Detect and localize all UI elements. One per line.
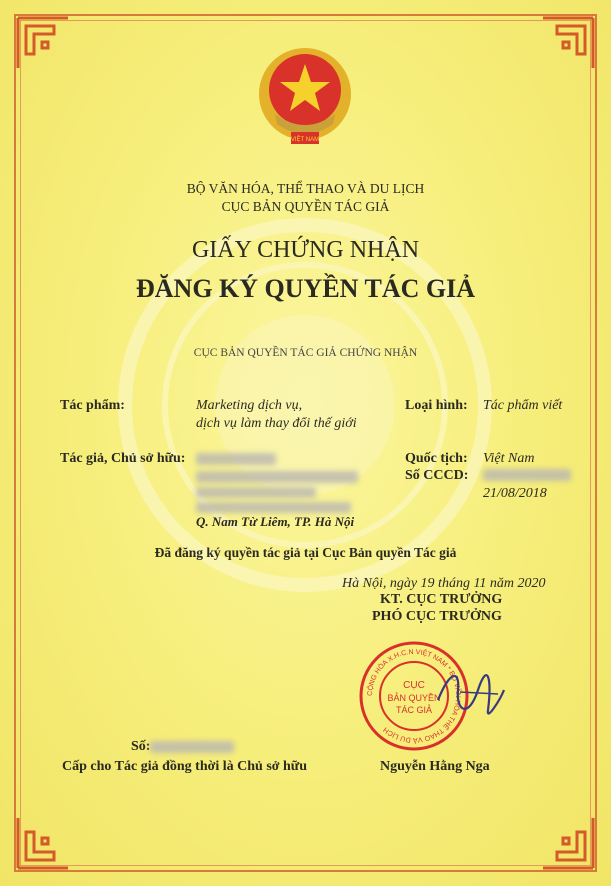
redacted-author-name — [196, 453, 276, 465]
certifies-line: CỤC BẢN QUYỀN TÁC GIẢ CHỨNG NHẬN — [193, 347, 418, 359]
issued-to: Cấp cho Tác giả đồng thời là Chủ sở hữu — [62, 759, 307, 774]
redacted-address — [196, 487, 316, 498]
signer-title1: KT. CỤC TRƯỞNG — [380, 592, 503, 607]
type-value: Tác phẩm viết — [483, 398, 563, 413]
redacted-id-number — [483, 469, 571, 481]
emblem-ribbon-text: VIỆT NAM — [290, 137, 320, 143]
title-line2: ĐĂNG KÝ QUYỀN TÁC GIẢ — [136, 274, 475, 303]
number-label: Số: — [131, 739, 151, 754]
corner-ornament — [14, 814, 72, 872]
corner-ornament — [539, 14, 597, 72]
registered-statement: Đã đăng ký quyền tác giả tại Cục Bản quyền Tác giả — [154, 545, 457, 560]
title-line1: GIẤY CHỨNG NHẬN — [191, 237, 420, 263]
nationality-label: Quốc tịch: — [405, 451, 468, 466]
author-address-last: Q. Nam Từ Liêm, TP. Hà Nội — [196, 514, 355, 529]
corner-ornament — [14, 14, 72, 72]
id-card-label: Số CCCD: — [405, 468, 469, 483]
ministry-name: BỘ VĂN HÓA, THỂ THAO VÀ DU LỊCH — [186, 181, 425, 196]
work-value-line1: Marketing dịch vụ, — [196, 398, 303, 413]
id-card-date: 21/08/2018 — [483, 486, 547, 501]
national-emblem-icon — [253, 44, 357, 154]
seal-ring-text: CỘNG HÒA X.H.C.N VIỆT NAM * BỘ VĂN HÓA THỂ THAO VÀ DU LỊCH — [366, 648, 462, 744]
corner-ornament — [539, 814, 597, 872]
seal-center-2: BẢN QUYỀN — [387, 693, 441, 703]
seal-center-1: CỤC — [403, 680, 425, 691]
redacted-address — [196, 502, 351, 513]
work-label: Tác phẩm: — [60, 398, 125, 413]
type-label: Loại hình: — [405, 398, 468, 413]
place-date: Hà Nội, ngày 19 tháng 11 năm 2020 — [342, 576, 546, 591]
seal-center-3: TÁC GIẢ — [395, 705, 433, 715]
work-value-line2: dịch vụ làm thay đổi thế giới — [196, 416, 357, 431]
agency-name: CỤC BẢN QUYỀN TÁC GIẢ — [221, 199, 390, 214]
signer-name: Nguyễn Hằng Nga — [380, 759, 490, 774]
author-label: Tác giả, Chủ sở hữu: — [60, 451, 186, 466]
signer-title2: PHÓ CỤC TRƯỞNG — [372, 609, 502, 624]
redacted-certificate-number — [150, 741, 234, 753]
redacted-address — [196, 471, 358, 483]
nationality-value: Việt Nam — [483, 451, 535, 466]
handwritten-signature-icon — [430, 660, 510, 730]
